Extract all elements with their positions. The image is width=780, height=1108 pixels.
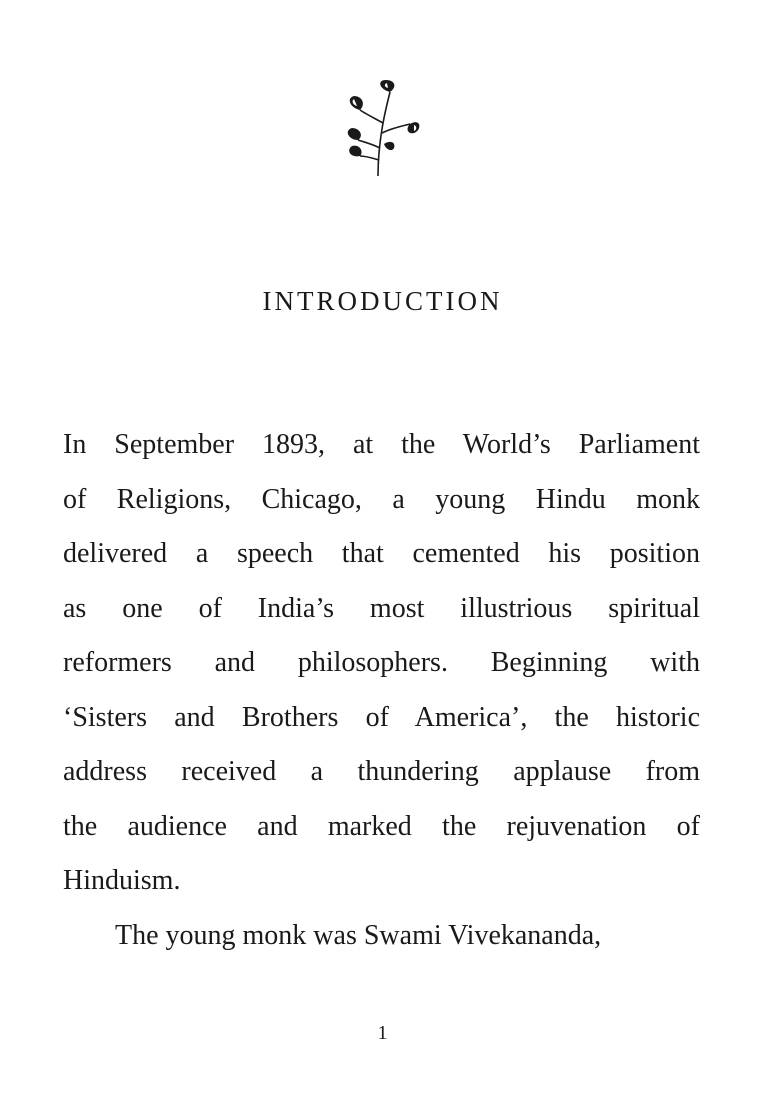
text-line: In September 1893, at the World’s Parliament <box>63 429 700 460</box>
text-line: The young monk was Swami Vivekananda, <box>115 919 602 951</box>
leaf-sprig-icon <box>340 78 424 178</box>
text-line: address received a thundering applause from <box>63 756 700 787</box>
chapter-title: INTRODUCTION <box>262 286 503 316</box>
text-line: as one of India’s most illustrious spiritual <box>63 592 700 624</box>
text-line: ‘Sisters and Brothers of America’, the historic <box>63 701 700 733</box>
text-line: Hinduism. <box>63 865 181 896</box>
body-text <box>63 418 700 963</box>
text-line: reformers and philosophers. Beginning with <box>63 647 700 678</box>
page-number: 1 <box>377 1022 388 1044</box>
text-line: delivered a speech that cemented his position <box>63 538 700 569</box>
text-line: the audience and marked the rejuvenation of <box>63 810 700 842</box>
text-line: of Religions, Chicago, a young Hindu monk <box>63 483 700 515</box>
